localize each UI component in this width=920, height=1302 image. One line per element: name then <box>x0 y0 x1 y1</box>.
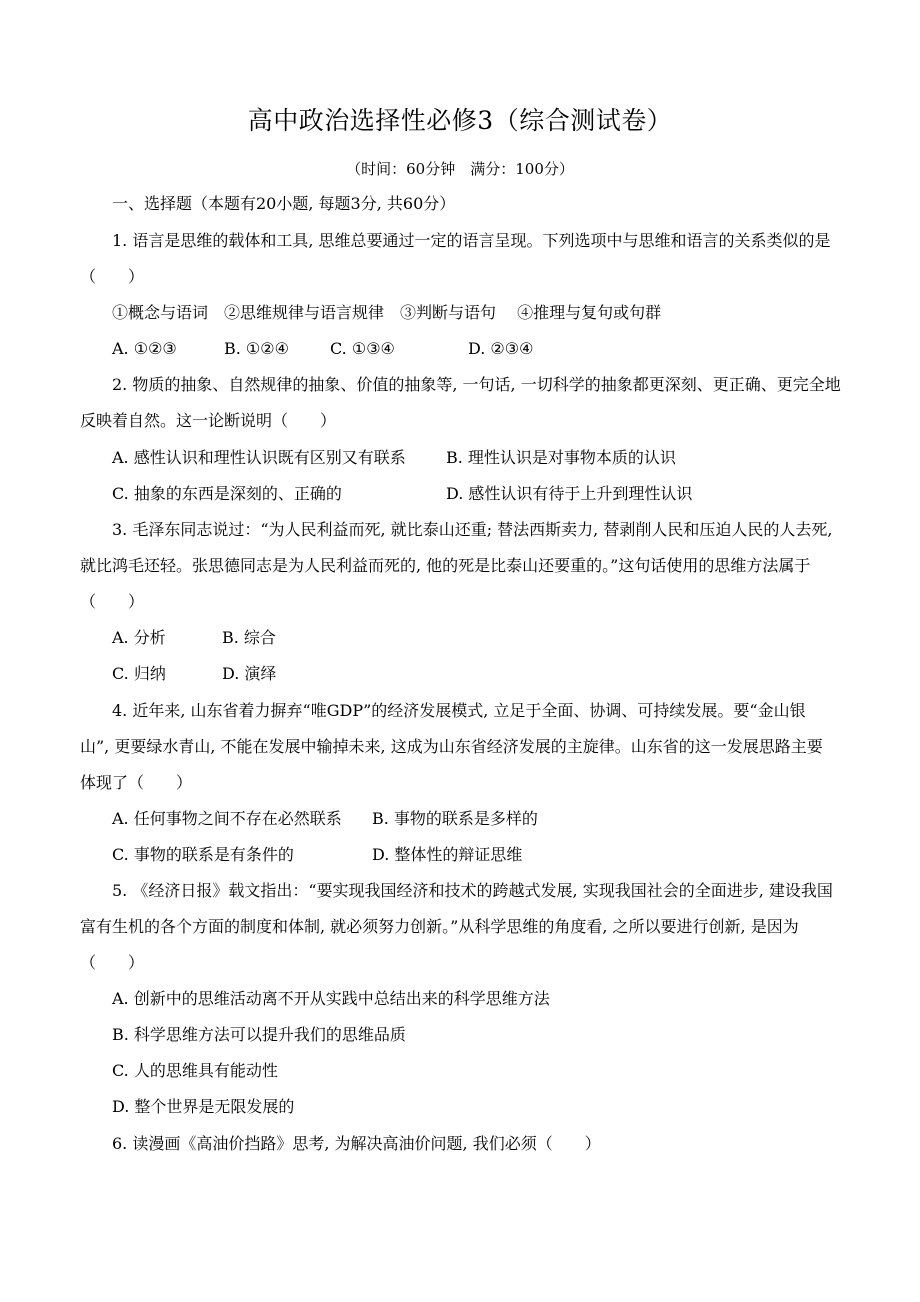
question-1-option-c: C. ①③④ <box>330 339 395 358</box>
question-1-items: ①概念与语词 ②思维规律与语言规律 ③判断与语句 ④推理与复句或句群 <box>112 303 662 322</box>
question-4-option-a: A. 任何事物之间不存在必然联系 <box>112 809 342 828</box>
question-3-stem: 3. 毛泽东同志说过：“为人民利益而死, 就比泰山还重; 替法西斯卖力, 替剥削人民和压迫人民的人去死, <box>112 520 833 539</box>
question-5-stem: 5. 《经济日报》载文指出：“要实现我国经济和技术的跨越式发展, 实现我国社会的全面进步, 建设我国 <box>112 881 833 900</box>
question-3-stem-cont: 就比鸿毛还轻。张思德同志是为人民利益而死的, 他的死是比泰山还要重的。”这句话使用的思维方法属于 <box>80 556 811 575</box>
question-4-option-c: C. 事物的联系是有条件的 <box>112 845 294 864</box>
question-2-stem-cont: 反映着自然。这一论断说明（ ） <box>80 411 337 430</box>
question-3-option-c: C. 归纳 <box>112 664 166 683</box>
question-2-stem: 2. 物质的抽象、自然规律的抽象、价值的抽象等, 一句话, 一切科学的抽象都更深刻、更正确、更完全地 <box>112 375 841 394</box>
question-1-bracket: （ ） <box>80 267 145 286</box>
question-5-option-c: C. 人的思维具有能动性 <box>112 1061 278 1080</box>
section-heading: 一、选择题（本题有20小题, 每题3分, 共60分） <box>112 194 456 213</box>
question-3-bracket: （ ） <box>80 592 145 611</box>
question-2-option-b: B. 理性认识是对事物本质的认识 <box>446 448 676 467</box>
question-3-option-a: A. 分析 <box>112 628 166 647</box>
question-2-option-c: C. 抽象的东西是深刻的、正确的 <box>112 484 342 503</box>
question-3-option-b: B. 综合 <box>222 628 276 647</box>
question-5-bracket: （ ） <box>80 953 145 972</box>
question-5-option-d: D. 整个世界是无限发展的 <box>112 1097 295 1116</box>
question-5-option-a: A. 创新中的思维活动离不开从实践中总结出来的科学思维方法 <box>112 989 550 1008</box>
question-4-stem-cont: 山”, 更要绿水青山, 不能在发展中输掉未来, 这成为山东省经济发展的主旋律。山东省的这一发展思路主要 <box>80 737 823 756</box>
exam-info: （时间：60分钟 满分：100分） <box>346 160 574 178</box>
question-4-stem: 4. 近年来, 山东省着力摒弃“唯GDP”的经济发展模式, 立足于全面、协调、可持续发展。要“金山银 <box>112 701 806 720</box>
question-2-option-d: D. 感性认识有待于上升到理性认识 <box>446 484 693 503</box>
question-2-option-a: A. 感性认识和理性认识既有区别又有联系 <box>112 448 406 467</box>
question-3-option-d: D. 演绎 <box>222 664 277 683</box>
question-6-stem: 6. 读漫画《高油价挡路》思考, 为解决高油价问题, 我们必须（ ） <box>112 1134 601 1153</box>
question-1-option-a: A. ①②③ <box>112 339 177 358</box>
question-4-option-b: B. 事物的联系是多样的 <box>372 809 538 828</box>
question-1-stem: 1. 语言是思维的载体和工具, 思维总要通过一定的语言呈现。下列选项中与思维和语言的关系类似的是 <box>112 231 831 250</box>
question-5-option-b: B. 科学思维方法可以提升我们的思维品质 <box>112 1025 406 1044</box>
page-title: 高中政治选择性必修3（综合测试卷） <box>247 106 673 135</box>
question-4-option-d: D. 整体性的辩证思维 <box>372 845 523 864</box>
question-5-stem-cont: 富有生机的各个方面的制度和体制, 就必须努力创新。”从科学思维的角度看, 之所以要进行创新, 是因为 <box>80 917 799 936</box>
question-1-option-b: B. ①②④ <box>224 339 289 358</box>
question-4-stem-end: 体现了（ ） <box>80 773 193 792</box>
question-1-option-d: D. ②③④ <box>468 339 534 358</box>
